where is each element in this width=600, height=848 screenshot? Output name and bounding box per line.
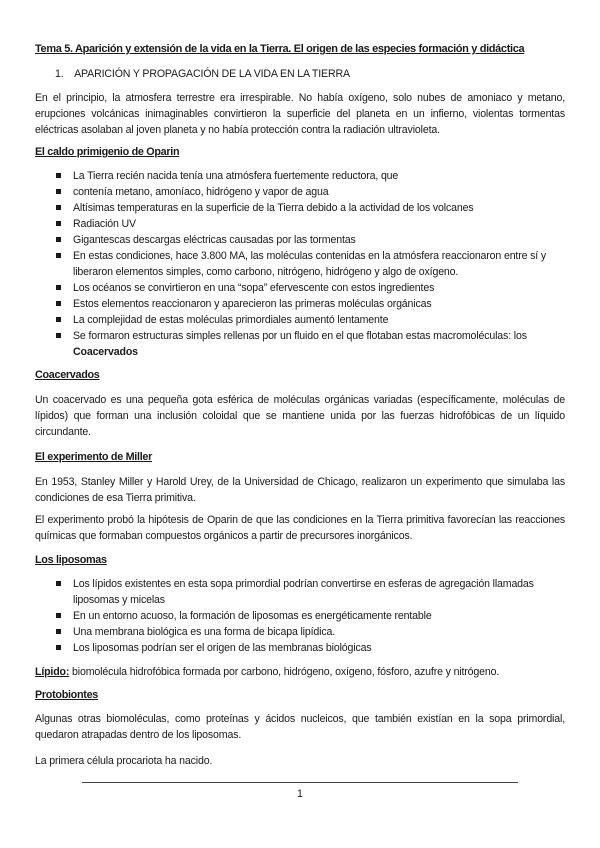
miller-paragraph-2: El experimento probó la hipótesis de Oparin de que las condiciones en la Tierra primitiva favorecían las reacciones químicas que formaban compuestos orgánicos a partir de precursores inorgánicos. bbox=[35, 514, 565, 542]
bullet-marker bbox=[56, 581, 61, 586]
bullet-text: Estos elementos reaccionaron y aparecieron las primeras moléculas orgánicas bbox=[73, 298, 432, 310]
bullet-text: La Tierra recién nacida tenía una atmósfera fuertemente reductora, que bbox=[73, 170, 399, 182]
bullet-text: Los océanos se convirtieron en una “sopa” efervescente con estos ingredientes bbox=[73, 282, 435, 294]
bullet-text: En estas condiciones, hace 3.800 MA, las moléculas contenidas en la atmósfera reaccionaron entre sí y liberaron elementos simples, como carbono, nitrógeno, hidrógeno y algo de oxígeno. bbox=[73, 250, 547, 278]
bullet-text: Gigantescas descargas eléctricas causadas por las tormentas bbox=[73, 234, 356, 246]
section-heading bbox=[55, 68, 350, 80]
bullet-marker bbox=[56, 253, 61, 258]
lipido-definition bbox=[35, 666, 499, 678]
coacervados-heading: Coacervados bbox=[35, 369, 100, 381]
bullet-item bbox=[0, 640, 565, 656]
bullet-marker bbox=[56, 205, 61, 210]
bullet-item bbox=[0, 184, 565, 200]
bullet-marker bbox=[56, 645, 61, 650]
protobiontes-heading: Protobiontes bbox=[35, 689, 98, 701]
bullet-marker bbox=[56, 333, 61, 338]
bullet-item bbox=[0, 216, 565, 232]
oparin-heading: El caldo primigenio de Oparin bbox=[35, 146, 180, 158]
lipido-text: biomolécula hidrofóbica formada por carbono, hidrógeno, oxígeno, fósforo, azufre y nitrógeno. bbox=[69, 666, 500, 678]
protobiontes-paragraph-1: Algunas otras biomoléculas, como proteínas y ácidos nucleicos, que también existían en la sopa primordial, quedaron atrapadas dentro de los liposomas. bbox=[35, 713, 565, 741]
bullet-text: Radiación UV bbox=[73, 218, 136, 230]
bullet-marker bbox=[56, 285, 61, 290]
miller-heading: El experimento de Miller bbox=[35, 451, 153, 463]
bullet-marker bbox=[56, 189, 61, 194]
bullet-text: Los liposomas podrían ser el origen de las membranas biológicas bbox=[73, 642, 372, 654]
footer-divider bbox=[82, 782, 518, 783]
bullet-marker bbox=[56, 301, 61, 306]
bullet-item bbox=[0, 624, 565, 640]
bullet-item bbox=[0, 312, 565, 328]
bullet-marker bbox=[56, 629, 61, 634]
bullet-text: En un entorno acuoso, la formación de liposomas es energéticamente rentable bbox=[73, 610, 432, 622]
coacervados-paragraph: Un coacervado es una pequeña gota esférica de moléculas orgánicas variadas (específicamente, moléculas de lípidos) que forman una inclusión coloidal que se mantiene unida por las fuerzas hidrofóbicas de un líquido circundante. bbox=[35, 394, 565, 438]
bullet-marker bbox=[56, 237, 61, 242]
intro-paragraph: En el principio, la atmosfera terrestre era irrespirable. No había oxígeno, solo nubes de amoniaco y metano, erupciones volcánicas inimaginables convirtieron la superficie del planeta en un infierno, violentas tormentas eléctricas asolaban al joven planeta y no había protección contra la radiación ultravioleta. bbox=[35, 92, 565, 136]
lipido-term: Lípido: bbox=[35, 666, 70, 678]
bullet-item bbox=[0, 576, 565, 608]
bullet-item bbox=[0, 296, 565, 312]
section-title: APARICIÓN Y PROPAGACIÓN DE LA VIDA EN LA TIERRA bbox=[74, 68, 350, 80]
coacervados-term: Coacervados bbox=[73, 346, 138, 358]
bullet-item bbox=[0, 168, 565, 184]
oparin-bullet-list bbox=[0, 168, 565, 360]
liposomas-heading: Los liposomas bbox=[35, 554, 107, 566]
miller-paragraph-1: En 1953, Stanley Miller y Harold Urey, de la Universidad de Chicago, realizaron un experimento que simulaba las condiciones de esa Tierra primitiva. bbox=[35, 476, 565, 504]
bullet-text: contenía metano, amoníaco, hidrógeno y vapor de agua bbox=[73, 186, 329, 198]
section-number: 1. bbox=[55, 68, 64, 80]
bullet-text: Una membrana biológica es una forma de bicapa lipídica. bbox=[73, 626, 336, 638]
bullet-marker bbox=[56, 221, 61, 226]
liposomas-bullet-list bbox=[0, 576, 565, 656]
bullet-text: Los lípidos existentes en esta sopa primordial podrían convertirse en esferas de agregación llamadas liposomas y micelas bbox=[73, 578, 534, 606]
bullet-marker bbox=[56, 613, 61, 618]
bullet-item bbox=[0, 200, 565, 216]
bullet-item bbox=[0, 232, 565, 248]
bullet-marker bbox=[56, 173, 61, 178]
bullet-item bbox=[0, 248, 565, 280]
bullet-text: La complejidad de estas moléculas primordiales aumentó lentamente bbox=[73, 314, 389, 326]
protobiontes-paragraph-2: La primera célula procariota ha nacido. bbox=[35, 755, 213, 767]
bullet-item bbox=[0, 608, 565, 624]
bullet-text: Altísimas temperaturas en la superficie de la Tierra debido a la actividad de los volcanes bbox=[73, 202, 474, 214]
bullet-marker bbox=[56, 317, 61, 322]
bullet-text: Se formaron estructuras simples rellenas por un fluido en el que flotaban estas macromoléculas: los bbox=[73, 330, 527, 342]
bullet-item bbox=[0, 328, 565, 360]
page-number: 1 bbox=[297, 788, 303, 800]
bullet-item bbox=[0, 280, 565, 296]
document-title: Tema 5. Aparición y extensión de la vida en la Tierra. El origen de las especies formación y didáctica bbox=[35, 43, 525, 55]
